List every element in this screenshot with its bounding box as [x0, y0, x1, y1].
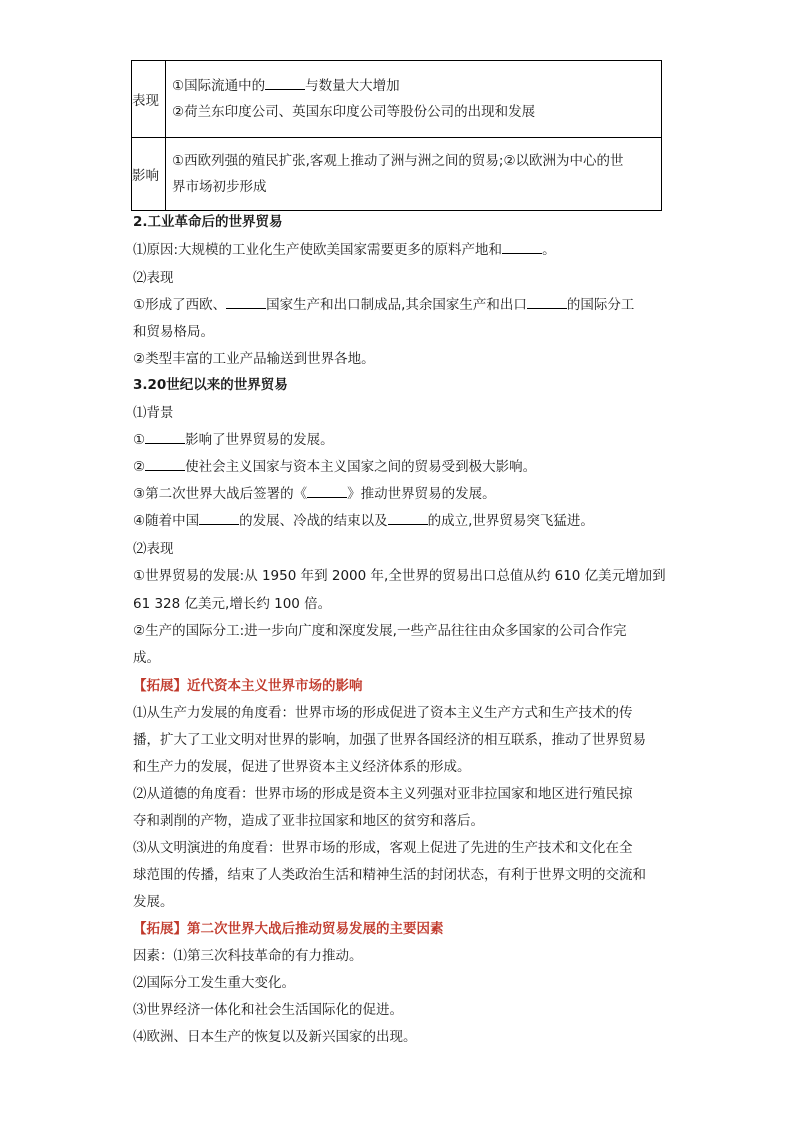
sub-heading: ⑴背景: [133, 405, 174, 421]
paragraph: [133, 430, 334, 450]
extension-tag: 【拓展】: [133, 678, 187, 694]
paragraph: ⑵国际分工发生重大变化。: [133, 975, 295, 991]
fill-blank: [265, 77, 305, 90]
text: ①国际流通中的: [172, 78, 266, 94]
text: 的发展、冷战的结束以及: [239, 513, 388, 529]
paragraph: ②生产的国际分工:进一步向广度和深度发展,一些产品往往由众多国家的公司合作完: [133, 623, 627, 639]
paragraph: ⑶世界经济一体化和社会生活国际化的促进。: [133, 1002, 403, 1018]
paragraph: ⑵从道德的角度看：世界市场的形成是资本主义列强对亚非拉国家和地区进行殖民掠: [133, 786, 633, 802]
text: 影响了世界贸易的发展。: [185, 432, 334, 448]
paragraph: ⑶从文明演进的角度看：世界市场的形成，客观上促进了先进的生产技术和文化在全: [133, 840, 633, 856]
sub-heading: ⑵表现: [133, 541, 174, 557]
text: 与数量大大增加: [305, 78, 400, 94]
row-header: 影响: [132, 138, 166, 211]
text: ③第二次世界大战后签署的《: [133, 486, 308, 502]
text: ④随着中国: [133, 513, 200, 529]
paragraph: ⑷欧洲、日本生产的恢复以及新兴国家的出现。: [133, 1029, 417, 1045]
table-line: [172, 148, 655, 174]
text: ①西欧列强的殖民扩张,客观上推动了洲与洲之间的贸易;②以欧洲为中心的世: [172, 153, 624, 169]
paragraph: [133, 295, 634, 315]
paragraph: ①世界贸易的发展:从 1950 年到 2000 年,全世界的贸易出口总值从约 610 亿美元增加到: [133, 568, 666, 584]
extension-title: 第二次世界大战后推动贸易发展的主要因素: [187, 921, 444, 937]
text: ①形成了西欧、: [133, 297, 227, 313]
fill-blank: [226, 296, 266, 309]
extension-title: 近代资本主义世界市场的影响: [187, 678, 363, 694]
section-heading: 2.工业革命后的世界贸易: [133, 214, 283, 230]
text: 界市场初步形成: [172, 179, 267, 195]
paragraph: [133, 484, 496, 504]
paragraph: [133, 240, 556, 260]
text: 国家生产和出口制成品,其余国家生产和出口: [266, 297, 527, 313]
row-header: 表现: [132, 61, 166, 138]
text: 使社会主义国家与资本主义国家之间的贸易受到极大影响。: [185, 459, 537, 475]
text: 》推动世界贸易的发展。: [347, 486, 496, 502]
paragraph: 播，扩大了工业文明对世界的影响，加强了世界各国经济的相互联系，推动了世界贸易: [133, 732, 646, 748]
table-line: [172, 99, 655, 125]
extension-heading: [133, 676, 363, 696]
text: ②: [133, 459, 146, 475]
text: ⑴原因:大规模的工业化生产使欧美国家需要更多的原料产地和: [133, 242, 503, 258]
paragraph: 球范围的传播，结束了人类政治生活和精神生活的封闭状态，有利于世界文明的交流和: [133, 867, 646, 883]
table-row: [132, 138, 662, 211]
text: ①: [133, 432, 146, 448]
paragraph: 61 328 亿美元,增长约 100 倍。: [133, 596, 332, 612]
table-line: [172, 73, 655, 99]
fill-blank: [199, 512, 239, 525]
text: ②荷兰东印度公司、英国东印度公司等股份公司的出现和发展: [172, 104, 536, 120]
fill-blank: [388, 512, 428, 525]
fill-blank: [145, 431, 185, 444]
fill-blank: [307, 485, 347, 498]
fill-blank: [527, 296, 567, 309]
extension-tag: 【拓展】: [133, 921, 187, 937]
paragraph: 因素：⑴第三次科技革命的有力推动。: [133, 948, 363, 964]
paragraph: 夺和剥削的产物，造成了亚非拉国家和地区的贫穷和落后。: [133, 813, 484, 829]
fill-blank: [145, 458, 185, 471]
section-heading: 3.20世纪以来的世界贸易: [133, 377, 288, 393]
row-content: [166, 61, 662, 138]
paragraph: ⑴从生产力发展的角度看：世界市场的形成促进了资本主义生产方式和生产技术的传: [133, 705, 633, 721]
paragraph: 发展。: [133, 894, 174, 910]
text: 。: [542, 242, 556, 258]
text: 的国际分工: [566, 297, 635, 313]
summary-table: [131, 60, 662, 211]
paragraph: 成。: [133, 650, 160, 666]
text: 的成立,世界贸易突飞猛进。: [427, 513, 594, 529]
paragraph: [133, 457, 536, 477]
table-line: [172, 174, 655, 200]
paragraph: [133, 511, 594, 531]
row-content: [166, 138, 662, 211]
paragraph: ②类型丰富的工业产品输送到世界各地。: [133, 351, 375, 367]
table-row: [132, 61, 662, 138]
fill-blank: [502, 241, 542, 254]
paragraph: 和生产力的发展，促进了世界资本主义经济体系的形成。: [133, 759, 471, 775]
paragraph: 和贸易格局。: [133, 324, 214, 340]
extension-heading: [133, 919, 444, 939]
sub-heading: ⑵表现: [133, 270, 174, 286]
